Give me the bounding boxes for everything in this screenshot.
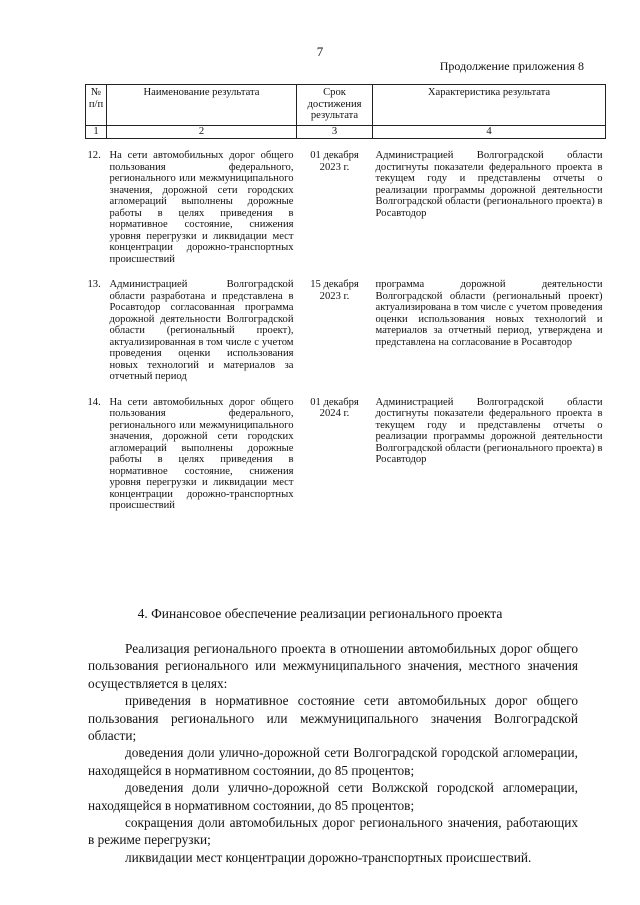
paragraph: приведения в нормативное состояние сети автомобильных дорог общего пользования регионального или межмуниципального значения Волгоградской области; [88,693,578,744]
result-deadline: 15 декабря 2023 г. [310,279,359,302]
row-number: 12. [87,150,101,161]
result-characteristic: программа дорожной деятельности Волгоградской области (региональный проект) актуализирована в том числе с учетом проведения оценки использования новых технологий и материалов за отчетный период, утверждена и представлена на согласование в Росавтодор [375,279,603,348]
result-name: На сети автомобильных дорог общего пользования федерального, регионального или межмуниципального значения, дорожной сети городских агломераций выполнены дорожные работы в целях приведения в нормативное состояние, снижения уровня перегрузки и ликвидации мест концентрации дорожно-транспортных происшествий [109,150,294,265]
column-number: 1 [86,126,107,139]
result-name: Администрацией Волгоградской области разработана и представлена в Росавтодор согласованная программа дорожной деятельности Волгоградской области (региональный проект), актуализированная в том числе с учетом проведения оценки использования новых технологий и материалов за отчетный период [109,279,294,382]
column-number: 2 [107,126,297,139]
paragraph: доведения доли улично-дорожной сети Волгоградской городской агломерации, находящейся в нормативном состоянии, до 85 процентов; [88,745,578,778]
result-name: На сети автомобильных дорог общего пользования федерального, регионального или межмуниципального значения, дорожной сети городских агломераций выполнены дорожные работы в целях приведения в нормативное состояние, снижения уровня перегрузки и ликвидации мест концентрации дорожно-транспортных происшествий [109,396,294,511]
row-number: 14. [87,396,101,408]
table-row [86,383,606,512]
header-name: Наименование результата [107,85,297,126]
column-number: 4 [373,126,606,139]
row-number: 13. [87,279,101,290]
body-text [88,640,578,866]
table-header-row [86,85,606,126]
result-characteristic: Администрацией Волгоградской области достигнуты показатели федерального проекта в текущем году и представлены отчеты о реализации программы дорожной деятельности Волгоградской области (регионального проекта) в Росавтодор [375,396,603,465]
column-numbers-row [86,126,606,139]
results-table [85,84,606,512]
paragraph: сокращения доли автомобильных дорог регионального значения, работающих в режиме перегрузки; [88,815,578,848]
header-characteristic: Характеристика результата [373,85,606,126]
appendix-continuation-note: Продолжение приложения 8 [439,59,584,73]
paragraph: доведения доли улично-дорожной сети Волжской городской агломерации, находящейся в нормативном состоянии, до 85 процентов; [88,780,578,813]
column-number: 3 [297,126,373,139]
result-deadline: 01 декабря 2023 г. [310,150,359,173]
table-row [86,139,606,266]
result-characteristic: Администрацией Волгоградской области достигнуты показатели федерального проекта в текущем году и представлены отчеты о реализации программы дорожной деятельности Волгоградской области (регионального проекта) в Росавтодор [375,150,603,219]
page-number: 7 [316,44,324,59]
header-num: № п/п [86,85,107,126]
table-row [86,265,606,383]
header-term: Срок достижения результата [297,85,373,126]
result-deadline: 01 декабря 2024 г. [310,396,359,419]
paragraph: ликвидации мест концентрации дорожно-транспортных происшествий. [125,849,532,865]
section-title: 4. Финансовое обеспечение реализации регионального проекта [137,606,503,621]
paragraph: Реализация регионального проекта в отношении автомобильных дорог общего пользования регионального или межмуниципального значения, местного значения осуществляется в целях: [88,641,578,691]
